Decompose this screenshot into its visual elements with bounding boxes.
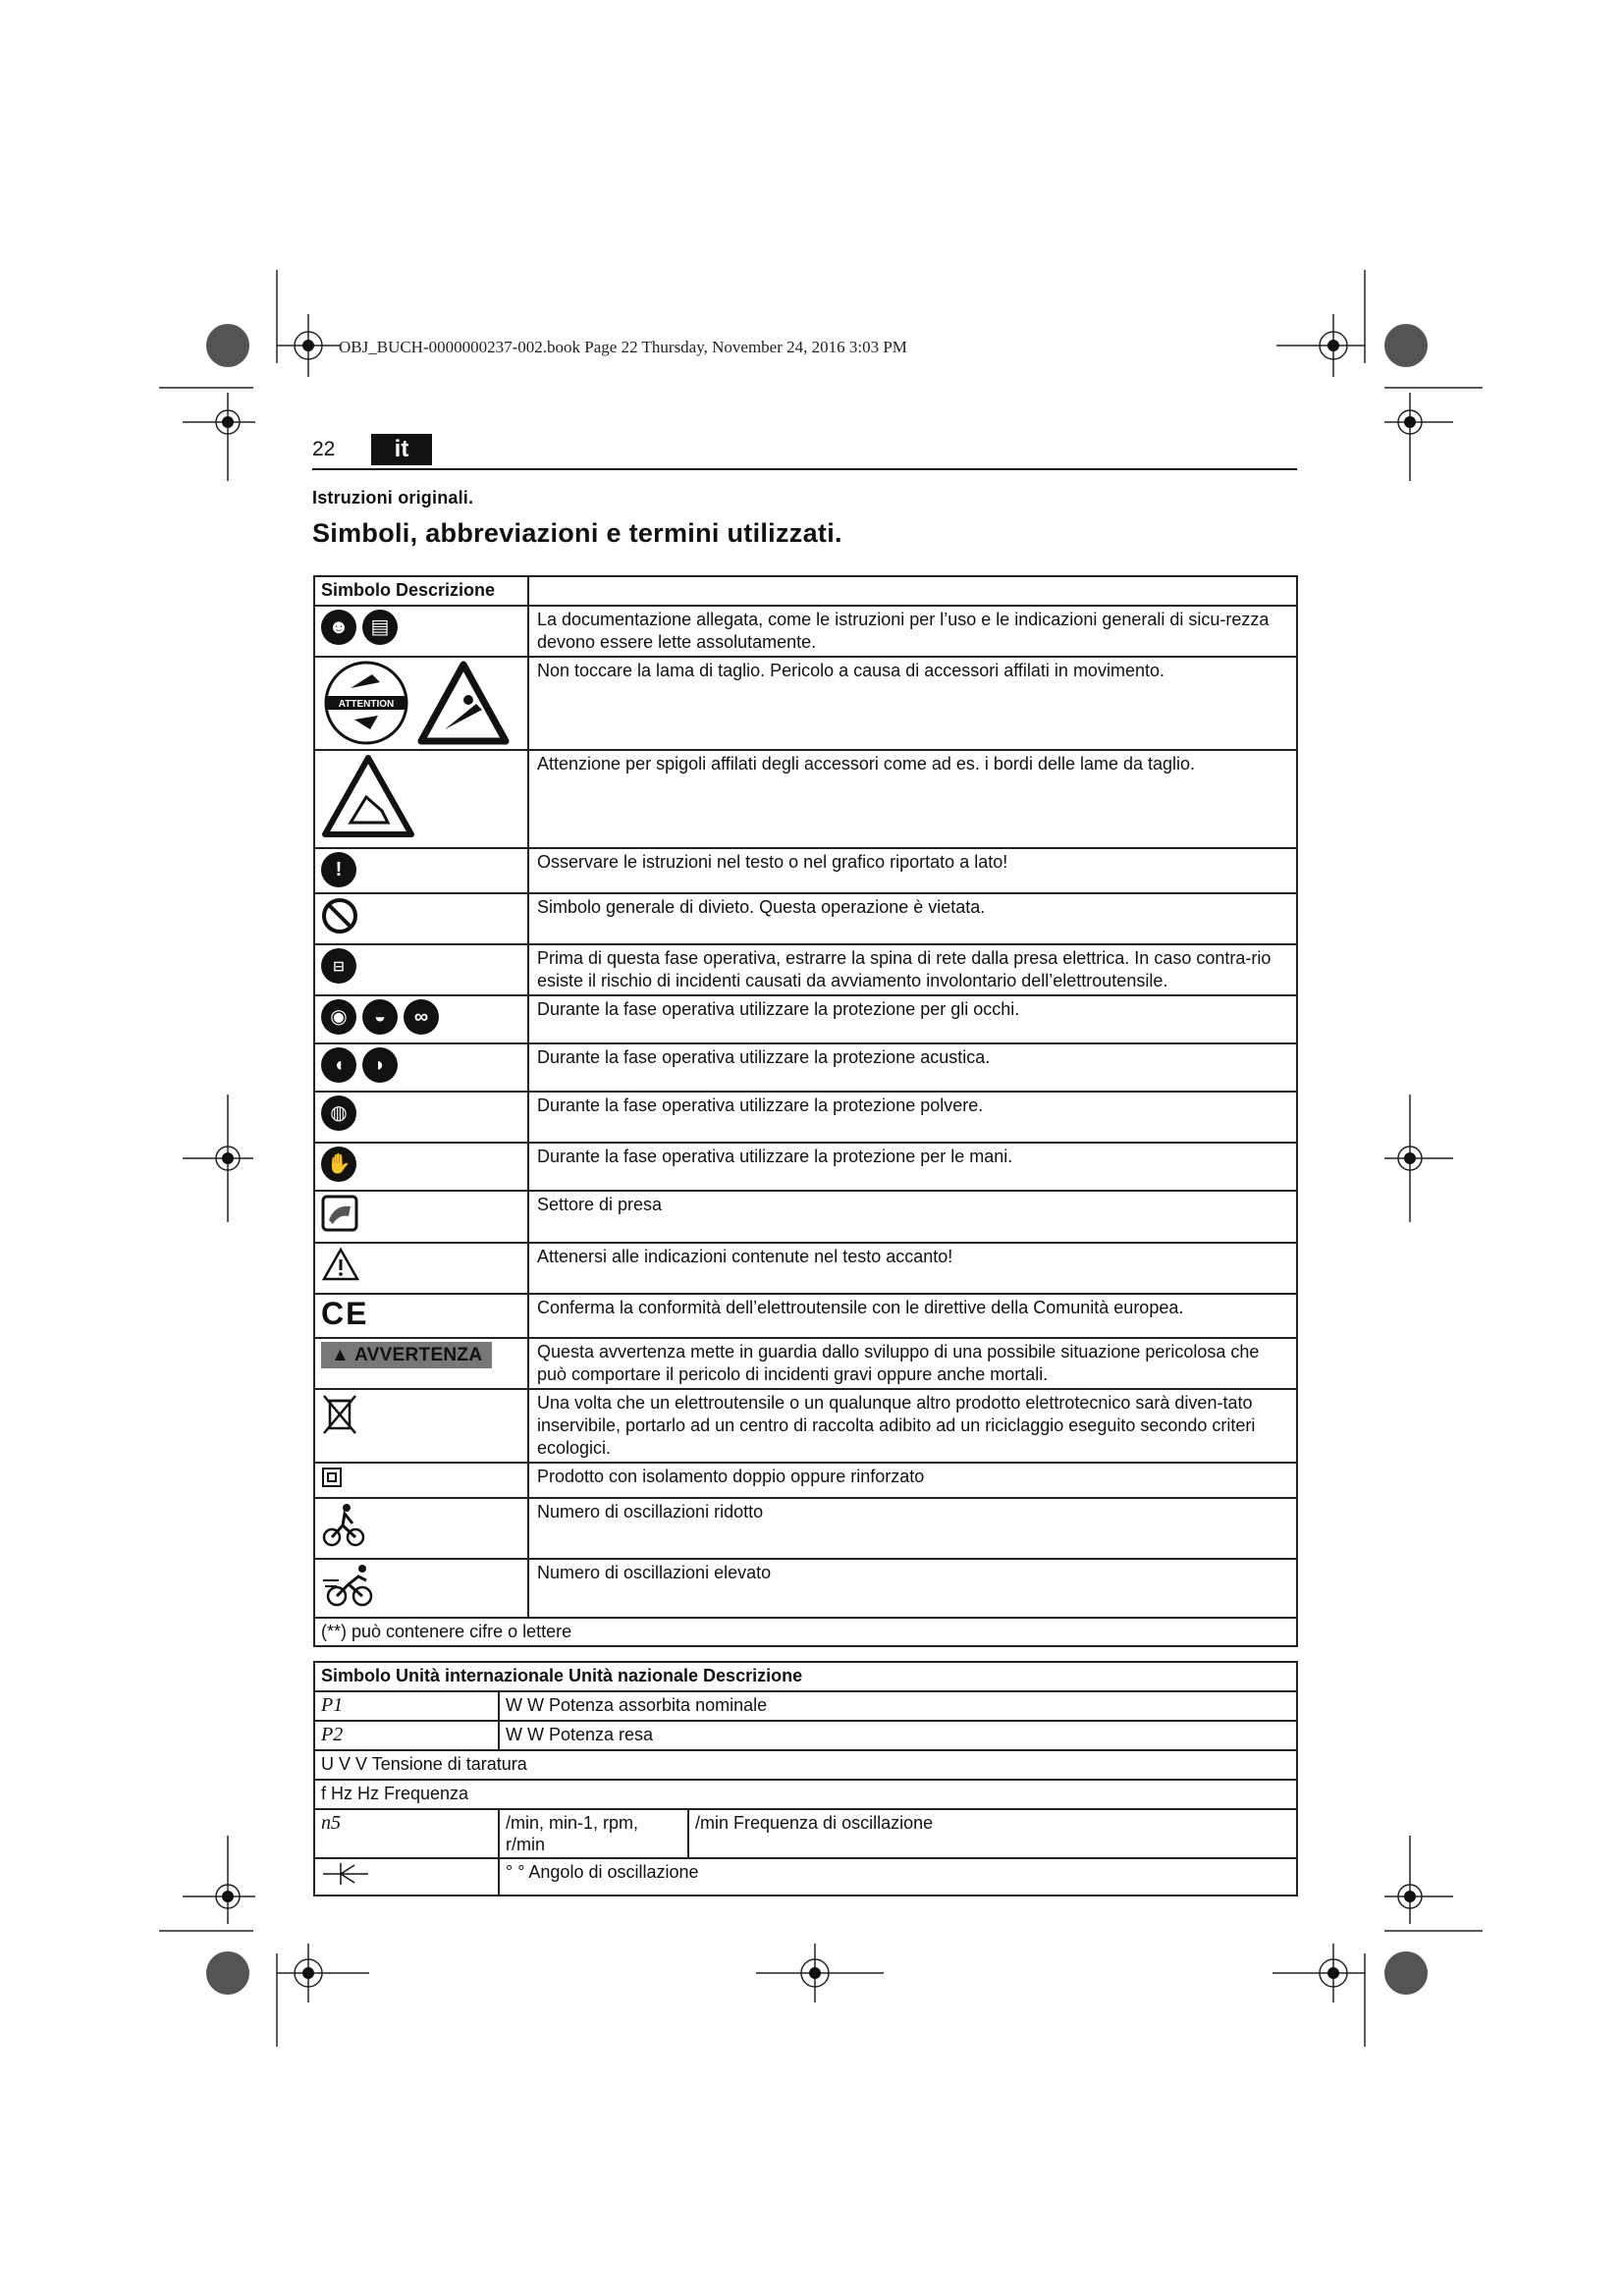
attention-blade-icon [321, 661, 411, 745]
table-row: P2 W W Potenza resa [314, 1721, 1297, 1750]
table-footnote-row [314, 1618, 1297, 1646]
table-row: ◖ ◗ Durante la fase operativa utilizzare la protezione acustica. [314, 1043, 1297, 1092]
eye-protection-icon: ◉ [321, 999, 356, 1035]
table-row: Prodotto con isolamento doppio oppure rinforzato [314, 1463, 1297, 1498]
table-row: f Hz Hz Frequenza [314, 1780, 1297, 1809]
page-title: Simboli, abbreviazioni e termini utilizzati. [312, 518, 842, 548]
book-icon: ▤ [362, 610, 398, 645]
table-row: Settore di presa [314, 1191, 1297, 1243]
table-row: ◉ ◒ ∞ Durante la fase operativa utilizzare la protezione per gli occhi. [314, 995, 1297, 1043]
table-header: Simbolo Unità internazionale Unità nazionale Descrizione [314, 1662, 1297, 1691]
table-row: CE Conferma la conformità dell’elettroutensile con le direttive della Comunità europea. [314, 1294, 1297, 1338]
table-row: Attenzione per spigoli affilati degli accessori come ad es. i bordi delle lame da taglio. [314, 750, 1297, 848]
subtitle: Istruzioni originali. [312, 488, 474, 507]
symbol: P2 [321, 1724, 344, 1745]
warning-triangle-icon [321, 1247, 360, 1282]
table-row: P1 W W Potenza assorbita nominale [314, 1691, 1297, 1721]
table-footnote: (**) può contenere cifre o lettere [314, 1618, 1297, 1646]
table-row: Attenersi alle indicazioni contenute nel testo accanto! [314, 1243, 1297, 1294]
table-row: Numero di oscillazioni elevato [314, 1559, 1297, 1618]
table-row: Simbolo generale di divieto. Questa operazione è vietata. [314, 893, 1297, 944]
blade-danger-icon [417, 661, 510, 745]
slow-cyclist-icon [321, 1502, 366, 1549]
table-header: Simbolo Descrizione [314, 576, 528, 606]
table-header-row [314, 1662, 1297, 1691]
page-number: 22 [312, 438, 336, 460]
table-row: n5 /min, min-1, rpm, r/min /min Frequenza di oscillazione [314, 1809, 1297, 1858]
table-row: ☻ ▤ La documentazione allegata, come le istruzioni per l’uso e le indicazioni generali di sicu-rezza devono essere lette assolutamente. [314, 606, 1297, 657]
ce-mark-icon: CE [321, 1296, 369, 1331]
table-row: ° ° Angolo di oscillazione [314, 1858, 1297, 1896]
read-manual-icon: ☻ [321, 610, 356, 645]
table-row: Numero di oscillazioni ridotto [314, 1498, 1297, 1559]
ear-protection-icon: ◖ [321, 1047, 356, 1083]
symbol: P1 [321, 1694, 344, 1716]
header-rule [312, 468, 1297, 470]
sharp-edge-warning-icon [321, 754, 415, 838]
goggles-icon: ∞ [404, 999, 439, 1035]
attention-badge-text: ATTENTION [338, 699, 395, 710]
warning-triangle-icon: ▲ [331, 1345, 351, 1365]
units-table [313, 1661, 1298, 1896]
exclamation-icon: ! [321, 852, 356, 887]
face-shield-icon: ◒ [362, 999, 398, 1035]
table-row: U V V Tensione di taratura [314, 1750, 1297, 1780]
fast-cyclist-icon [321, 1563, 380, 1608]
file-header: OBJ_BUCH-0000000237-002.book Page 22 Thursday, November 24, 2016 3:03 PM [339, 338, 907, 356]
oscillation-angle-icon [321, 1861, 370, 1887]
table-row: ⊟ Prima di questa fase operativa, estrarre la spina di rete dalla presa elettrica. In caso contra-rio esiste il rischio di incidenti causati da avviamento involontario dell’elettroutensile. [314, 944, 1297, 995]
table-row: ◍ Durante la fase operativa utilizzare la protezione polvere. [314, 1092, 1297, 1143]
table-row: ATTENTION Non toccare la lama di taglio. Pericolo a causa di accessori affilati in movimento. [314, 657, 1297, 750]
unplug-icon: ⊟ [321, 948, 356, 984]
table-row: Una volta che un elettroutensile o un qualunque altro prodotto elettrotecnico sarà diven-tato inservibile, portarlo ad un centro di raccolta adibito ad un riciclaggio eseguito secondo criteri ecologici. [314, 1389, 1297, 1463]
table-row: ! Osservare le istruzioni nel testo o nel grafico riportato a lato! [314, 848, 1297, 893]
language-tab: it [371, 434, 432, 465]
dust-mask-icon: ◍ [321, 1095, 356, 1131]
grip-area-icon [321, 1195, 358, 1232]
table-row: ✋ Durante la fase operativa utilizzare la protezione per le mani. [314, 1143, 1297, 1191]
gloves-icon: ✋ [321, 1147, 356, 1182]
table-row: ▲ AVVERTENZA Questa avvertenza mette in guardia dallo sviluppo di una possibile situazione pericolosa che può comportare il pericolo di incidenti gravi oppure anche mortali. [314, 1338, 1297, 1389]
warning-badge-icon: ▲ AVVERTENZA [321, 1342, 492, 1368]
symbol: n5 [321, 1812, 341, 1834]
double-insulation-icon [321, 1467, 343, 1488]
prohibition-icon [321, 897, 358, 934]
symbols-table [313, 575, 1298, 1647]
weee-bin-icon [321, 1393, 358, 1436]
table-header-row [314, 576, 1297, 606]
earmuffs-icon: ◗ [362, 1047, 398, 1083]
